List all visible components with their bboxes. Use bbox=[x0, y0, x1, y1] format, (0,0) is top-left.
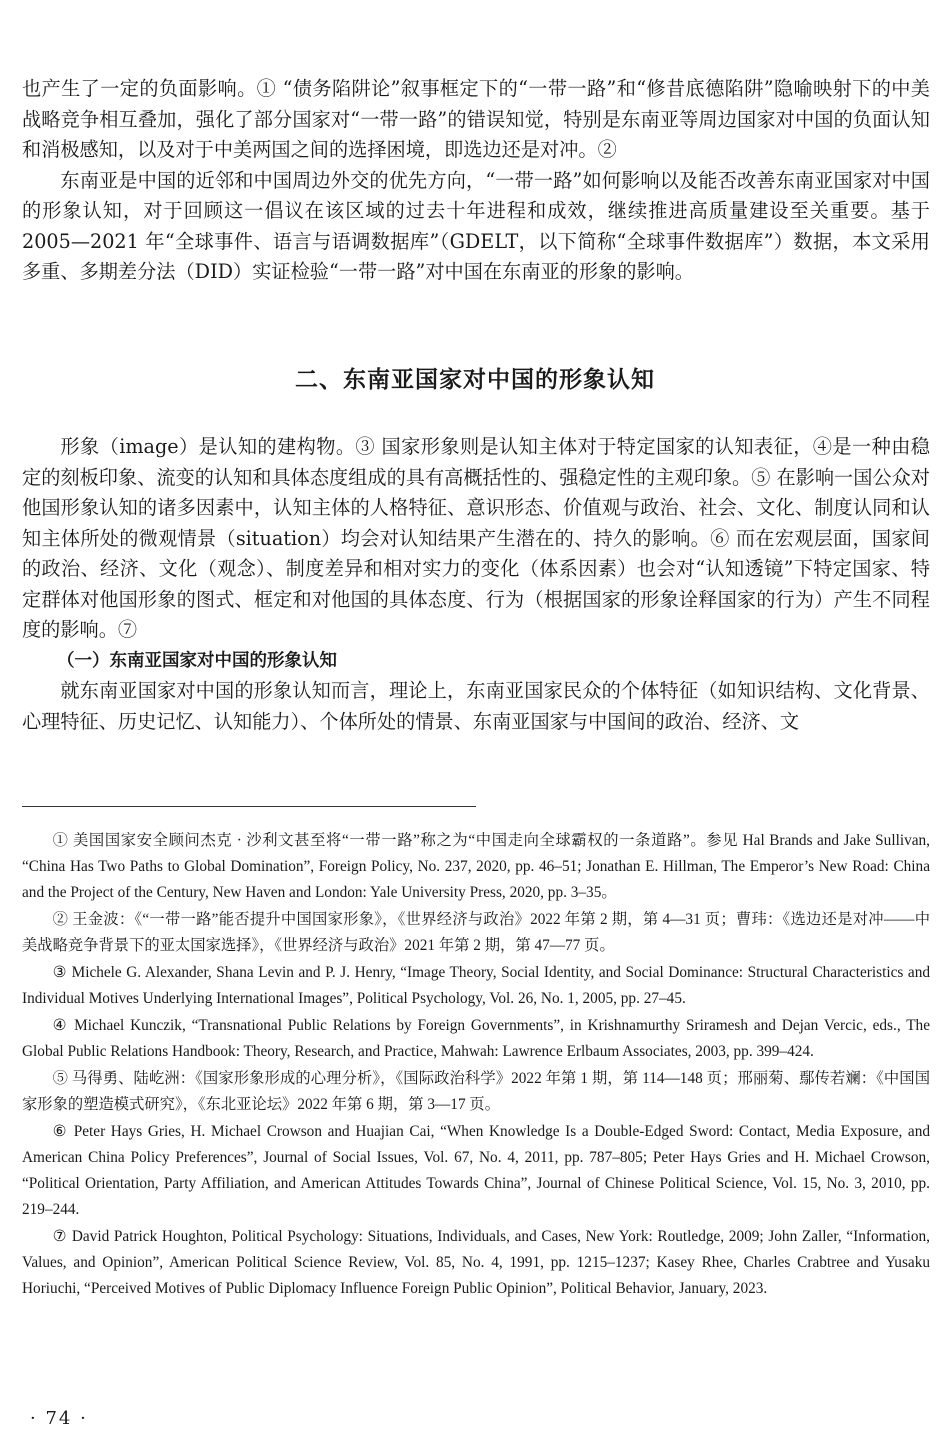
footnote-1: ① 美国国家安全顾问杰克 · 沙利文甚至将“一带一路”称之为“中国走向全球霸权的一条道路”。参见 Hal Brands and Jake Sullivan, “China Has Two Paths to Global Domination”, Foreign Policy, No. 237, 2020, pp. 46–51; Jonathan E. Hillman, The Emperor’s New Road: China and the Project of the Century, New Haven and London: Yale University Press, 2020, pp. 3–35。 bbox=[22, 832, 930, 901]
section-body bbox=[22, 432, 930, 737]
intro-paragraph-2: 东南亚是中国的近邻和中国周边外交的优先方向，“一带一路”如何影响以及能否改善东南亚国家对中国的形象认知，对于回顾这一倡议在该区域的过去十年进程和成效，继续推进高质量建设至关重要。基于 2005—2021 年“全球事件、语言与语调数据库”（GDELT，以下简称“全球事件数据库”）数据，本文采用多重、多期差分法（DID）实证检验“一带一路”对中国在东南亚的形象的影响。 bbox=[22, 168, 930, 283]
footnote-2: ② 王金波：《“一带一路”能否提升中国国家形象》，《世界经济与政治》2022 年第 2 期，第 4—31 页；曹玮：《选边还是对冲——中美战略竞争背景下的亚太国家选择》，《世界经济与政治》2021 年第 2 期，第 47—77 页。 bbox=[22, 911, 930, 954]
footnote-3: ③ Michele G. Alexander, Shana Levin and P. J. Henry, “Image Theory, Social Identity, and Social Dominance: Structural Characteristics and Individual Motives Underlying International Images”, Political Psychology, Vol. 26, No. 1, 2005, pp. 27–45. bbox=[22, 964, 930, 1007]
footnote-5: ⑤ 马得勇、陆屹洲：《国家形象形成的心理分析》，《国际政治科学》2022 年第 1 期，第 114—148 页；邢丽菊、鄢传若斓：《中国国家形象的塑造模式研究》，《东北亚论坛》2022 年第 6 期，第 3—17 页。 bbox=[22, 1070, 930, 1113]
footnote-7: ⑦ David Patrick Houghton, Political Psychology: Situations, Individuals, and Cases, New York: Routledge, 2009; John Zaller, “Information, Values, and Opinion”, American Political Science Review, Vol. 85, No. 4, 1991, pp. 1215–1237; Kasey Rhee, Charles Crabtree and Yusaku Horiuchi, “Perceived Motives of Public Diplomacy Influence Foreign Public Opinion”, Political Behavior, January, 2023. bbox=[22, 1228, 930, 1297]
footnote-6: ⑥ Peter Hays Gries, H. Michael Crowson and Huajian Cai, “When Knowledge Is a Double-Edged Sword: Contact, Media Exposure, and American China Policy Preferences”, Journal of Social Issues, Vol. 67, No. 4, 2011, pp. 787–805; Peter Hays Gries and H. Michael Crowson, “Political Orientation, Party Affiliation, and American Attitudes Towards China”, Journal of Chinese Political Science, Vol. 15, No. 3, 2010, pp. 219–244. bbox=[22, 1123, 930, 1218]
footnote-rule bbox=[22, 806, 476, 807]
section-paragraph-1: 形象（image）是认知的建构物。③ 国家形象则是认知主体对于特定国家的认知表征，④是一种由稳定的刻板印象、流变的认知和具体态度组成的具有高概括性的、强稳定性的主观印象。⑤ 在影响一国公众对他国形象认知的诸多因素中，认知主体的人格特征、意识形态、价值观与政治、社会、文化、制度认同和认知主体所处的微观情景（situation）均会对认知结果产生潜在的、持久的影响。⑥ 而在宏观层面，国家间的政治、经济、文化（观念）、制度差异和相对实力的变化（体系因素）也会对“认知透镜”下特定国家、特定群体对他国形象的图式、框定和对他国的具体态度、行为（根据国家的形象诠释国家的行为）产生不同程度的影响。⑦ bbox=[22, 435, 930, 641]
section-paragraph-2: 就东南亚国家对中国的形象认知而言，理论上，东南亚国家民众的个体特征（如知识结构、文化背景、心理特征、历史记忆、认知能力）、个体所处的情景、东南亚国家与中国间的政治、经济、文 bbox=[22, 679, 930, 733]
subsection-heading: （一）东南亚国家对中国的形象认知 bbox=[57, 650, 337, 671]
intro-text bbox=[22, 74, 930, 288]
intro-paragraph-1: 也产生了一定的负面影响。① “债务陷阱论”叙事框定下的“一带一路”和“修昔底德陷阱”隐喻映射下的中美战略竞争相互叠加，强化了部分国家对“一带一路”的错误知觉，特别是东南亚等周边国家对中国的负面认知和消极感知，以及对于中美两国之间的选择困境，即选边还是对冲。② bbox=[22, 77, 930, 161]
footnote-4: ④ Michael Kunczik, “Transnational Public Relations by Foreign Governments”, in Krishnamurthy Sriramesh and Dejan Vercic, eds., The Global Public Relations Handbook: Theory, Research, and Practice, Mahwah: Lawrence Erlbaum Associates, 2003, pp. 399–424. bbox=[22, 1017, 930, 1060]
section-heading: 二、东南亚国家对中国的形象认知 bbox=[295, 366, 655, 393]
page-number: · 74 · bbox=[30, 1408, 88, 1429]
footnotes bbox=[22, 828, 930, 1303]
